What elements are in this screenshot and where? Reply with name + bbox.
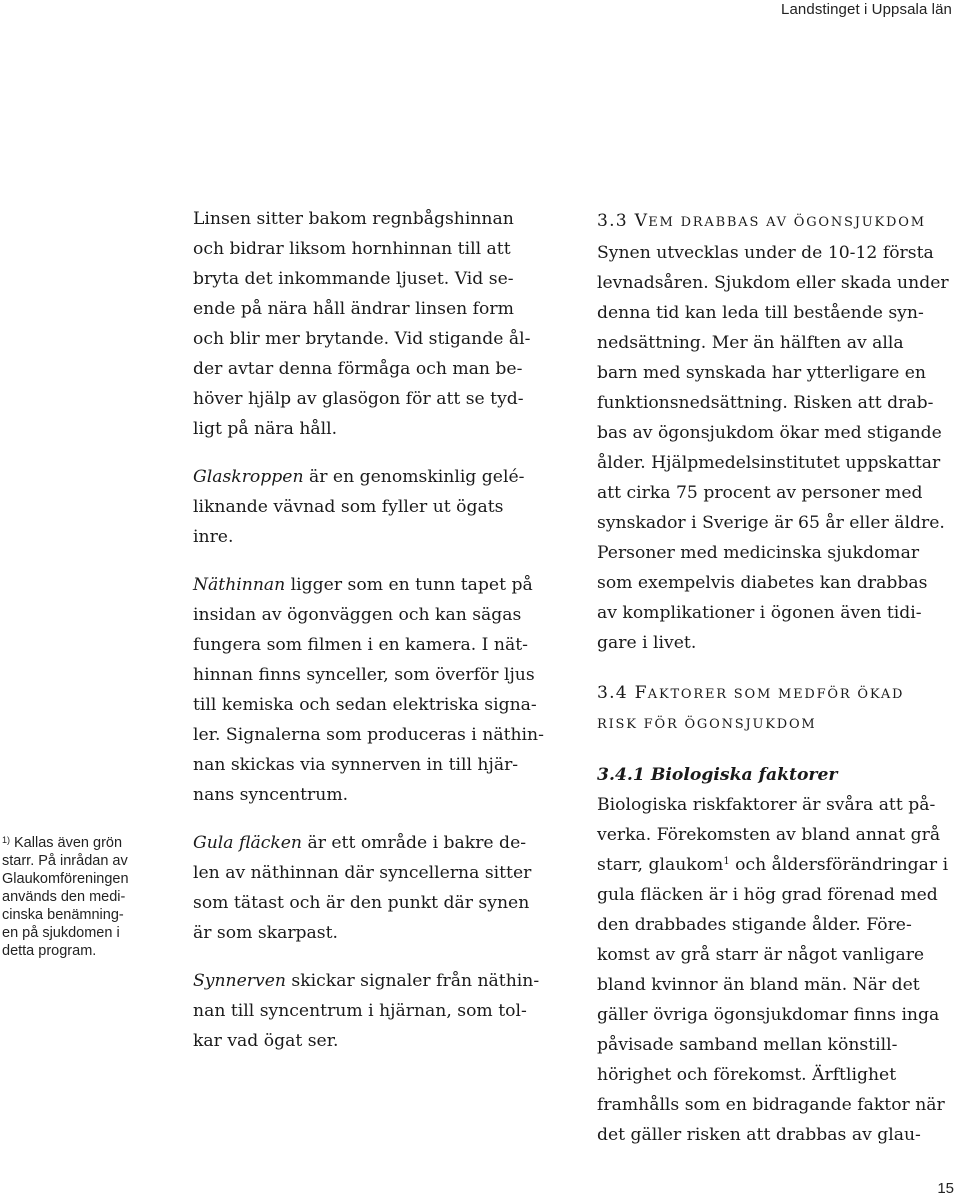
footnote-marker: 1)	[2, 835, 11, 845]
text-line: bland kvinnor än bland män. När det	[597, 975, 920, 995]
text-line: som tätast och är den punkt där synen	[193, 893, 530, 913]
text-line: ende på nära håll ändrar linsen form	[193, 299, 514, 319]
text-line: Linsen sitter bakom regnbågshinnan	[193, 209, 514, 229]
section-3-4-1	[597, 760, 959, 1150]
paragraph-gula-flacken	[193, 828, 553, 948]
section-title-cap: V	[634, 211, 649, 231]
text-line: ålder. Hjälpmedelsinstitutet uppskattar	[597, 453, 941, 473]
header-organization: Landstinget i Uppsala län	[781, 1, 952, 18]
section-number: 3.4	[597, 683, 628, 703]
paragraph-nathinnan	[193, 570, 553, 810]
text-line: är som skarpast.	[193, 923, 338, 943]
text-line: nan till syncentrum i hjärnan, som tol-	[193, 1001, 527, 1021]
footnote-line: cinska benämning-	[2, 907, 124, 923]
section-3-4	[597, 678, 959, 740]
text-line: gäller övriga ögonsjukdomar finns inga	[597, 1005, 940, 1025]
paragraph-glaskroppen	[193, 462, 553, 552]
text-line: denna tid kan leda till bestående syn-	[597, 303, 924, 323]
text-line	[193, 570, 553, 600]
spacer	[597, 658, 959, 678]
text-fragment: starr, glaukom	[597, 855, 724, 875]
text-fragment: är ett område i bakre de-	[302, 833, 527, 853]
text-line: nans syncentrum.	[193, 785, 349, 805]
text-line: levnadsåren. Sjukdom eller skada under	[597, 273, 949, 293]
section-3-3	[597, 206, 959, 658]
section-title-rest: EM DRABBAS AV ÖGONSJUKDOM	[648, 215, 926, 230]
text-line: barn med synskada har ytterligare en	[597, 363, 926, 383]
term-synnerven: Synnerven	[193, 971, 286, 991]
term-nathinnan: Näthinnan	[193, 575, 286, 595]
section-title-cap: F	[634, 683, 648, 703]
section-heading-3-4	[597, 678, 959, 710]
footnote-line: används den medi-	[2, 889, 126, 905]
paragraph-linsen	[193, 204, 553, 444]
text-line: det gäller risken att drabbas av glau-	[597, 1125, 921, 1145]
section-heading-3-3	[597, 206, 959, 238]
paragraph-synnerven	[193, 966, 553, 1056]
term-gula-flacken: Gula fläcken	[193, 833, 302, 853]
footnote	[2, 834, 166, 960]
text-line: framhålls som en bidragande faktor när	[597, 1095, 945, 1115]
text-line: höver hjälp av glasögon för att se tyd-	[193, 389, 524, 409]
page-number: 15	[937, 1180, 954, 1196]
text-line: synskador i Sverige är 65 år eller äldre.	[597, 513, 945, 533]
text-line: insidan av ögonväggen och kan sägas	[193, 605, 522, 625]
footnote-text: Kallas även grön	[14, 835, 123, 851]
text-line: kar vad ögat ser.	[193, 1031, 339, 1051]
text-line: och bidrar liksom hornhinnan till att	[193, 239, 511, 259]
section-number: 3.3	[597, 211, 628, 231]
text-line	[193, 966, 553, 996]
footnote-line	[2, 834, 166, 852]
text-line: bas av ögonsjukdom ökar med stigande	[597, 423, 942, 443]
footnote-line: en på sjukdomen i	[2, 925, 120, 941]
text-fragment: skickar signaler från näthin-	[285, 971, 540, 991]
text-line	[193, 462, 553, 492]
section-heading-3-4-line2: RISK FÖR ÖGONSJUKDOM	[597, 717, 817, 732]
text-line: ler. Signalerna som produceras i näthin-	[193, 725, 544, 745]
text-line	[597, 850, 959, 880]
text-line: der avtar denna förmåga och man be-	[193, 359, 523, 379]
text-line: den drabbades stigande ålder. Före-	[597, 915, 912, 935]
footnote-line: starr. På inrådan av	[2, 853, 128, 869]
middle-column	[193, 204, 553, 1056]
text-fragment: ligger som en tunn tapet på	[285, 575, 533, 595]
text-line: nan skickas via synnerven in till hjär-	[193, 755, 519, 775]
footnote-line: Glaukomföreningen	[2, 871, 129, 887]
text-line: gula fläcken är i hög grad förenad med	[597, 885, 938, 905]
text-line: hinnan finns synceller, som överför ljus	[193, 665, 535, 685]
text-fragment: och åldersförändringar i	[729, 855, 949, 875]
footnote-reference: 1	[723, 856, 730, 867]
text-line: påvisade samband mellan könstill-	[597, 1035, 898, 1055]
section-title-rest: AKTORER SOM MEDFÖR ÖKAD	[647, 687, 905, 702]
right-column	[597, 206, 959, 1150]
text-fragment: är en genomskinlig gelé-	[303, 467, 525, 487]
term-glaskroppen: Glaskroppen	[193, 467, 304, 487]
text-line: Biologiska riskfaktorer är svåra att på-	[597, 795, 936, 815]
text-line: fungera som filmen i en kamera. I nät-	[193, 635, 528, 655]
text-line: att cirka 75 procent av personer med	[597, 483, 923, 503]
text-line: liknande vävnad som fyller ut ögats	[193, 497, 504, 517]
text-line: verka. Förekomsten av bland annat grå	[597, 825, 941, 845]
text-line: inre.	[193, 527, 234, 547]
text-line: och blir mer brytande. Vid stigande ål-	[193, 329, 531, 349]
text-line	[193, 828, 553, 858]
text-line: gare i livet.	[597, 633, 697, 653]
text-line: till kemiska och sedan elektriska signa-	[193, 695, 537, 715]
text-line: som exempelvis diabetes kan drabbas	[597, 573, 928, 593]
spacer	[597, 740, 959, 760]
footnote-line: detta program.	[2, 943, 97, 959]
text-line: komst av grå starr är något vanligare	[597, 945, 925, 965]
text-line: ligt på nära håll.	[193, 419, 338, 439]
text-line: hörighet och förekomst. Ärftlighet	[597, 1065, 897, 1085]
text-line: Synen utvecklas under de 10-12 första	[597, 243, 934, 263]
text-line: bryta det inkommande ljuset. Vid se-	[193, 269, 514, 289]
text-line: funktionsnedsättning. Risken att drab-	[597, 393, 934, 413]
text-line: av komplikationer i ögonen även tidi-	[597, 603, 922, 623]
text-line: Personer med medicinska sjukdomar	[597, 543, 920, 563]
text-line: len av näthinnan där syncellerna sitter	[193, 863, 532, 883]
subsection-heading-3-4-1: 3.4.1 Biologiska faktorer	[597, 765, 838, 785]
text-line: nedsättning. Mer än hälften av alla	[597, 333, 904, 353]
